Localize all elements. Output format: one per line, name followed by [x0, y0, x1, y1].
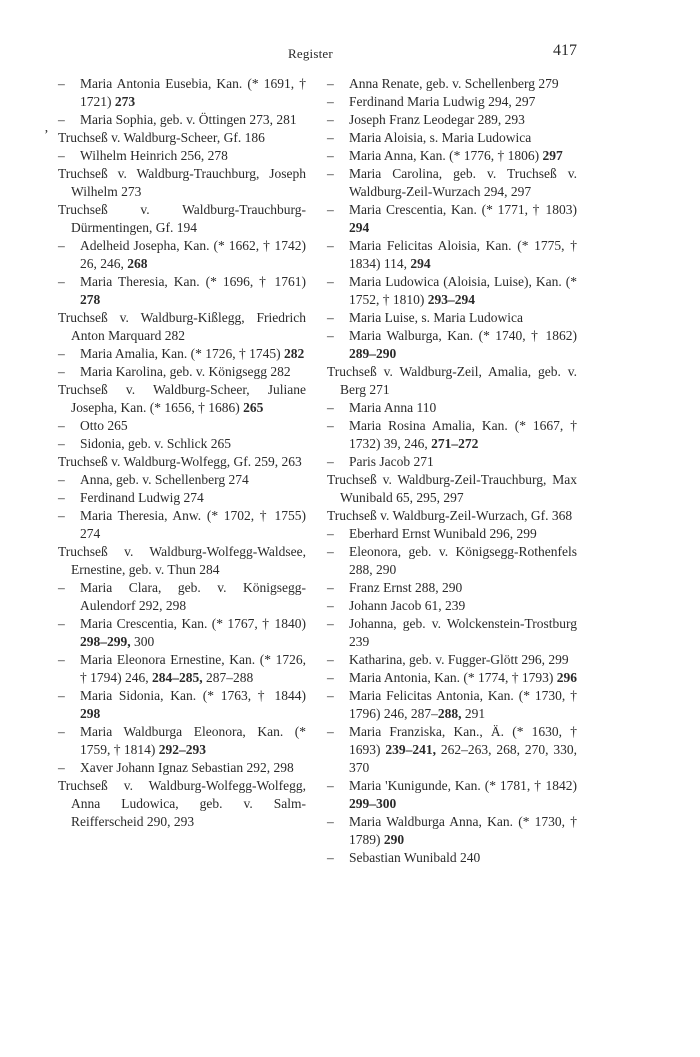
entry-text: Maria Amalia, Kan. (* 1726, † 1745) — [80, 346, 284, 361]
index-entry-main — [58, 309, 306, 345]
entry-page-ref-bold: 271–272 — [431, 436, 479, 451]
index-column-left — [58, 75, 306, 831]
entry-page-ref-bold: 294 — [349, 220, 370, 235]
entry-dash: – — [327, 598, 334, 613]
entry-dash: – — [327, 94, 334, 109]
entry-text: Maria Felicitas Aloisia, Kan. (* 1775, † 1834) 114, — [349, 238, 577, 271]
entry-text: Maria Crescentia, Kan. (* 1767, † 1840) — [80, 616, 306, 631]
index-entry-sub — [58, 759, 306, 777]
entry-page-ref-bold: 284–285, — [152, 670, 203, 685]
entry-text: Maria Antonia Eusebia, Kan. (* 1691, † 1721) — [80, 76, 306, 109]
entry-dash: – — [327, 544, 334, 559]
entry-text: Ferdinand Maria Ludwig 294, 297 — [349, 94, 536, 109]
index-entry-sub — [327, 597, 577, 615]
entry-text: Truchseß v. Waldburg-Trauchburg, Joseph Wilhelm 273 — [58, 166, 306, 199]
entry-dash: – — [58, 652, 65, 667]
index-entry-main — [58, 129, 306, 147]
index-entry-sub — [327, 723, 577, 777]
index-entry-sub — [327, 525, 577, 543]
index-entry-main — [327, 363, 577, 399]
index-entry-sub — [327, 579, 577, 597]
index-entry-sub — [327, 93, 577, 111]
entry-text: Franz Ernst 288, 290 — [349, 580, 463, 595]
index-entry-sub — [58, 579, 306, 615]
entry-page-ref-bold: 268 — [127, 256, 148, 271]
index-entry-sub — [327, 165, 577, 201]
entry-dash: – — [58, 688, 65, 703]
index-entry-sub — [327, 129, 577, 147]
entry-text: Maria Waldburga Anna, Kan. (* 1730, † 1789) — [349, 814, 577, 847]
entry-dash: – — [58, 724, 65, 739]
index-entry-sub — [327, 669, 577, 687]
entry-dash: – — [58, 580, 65, 595]
entry-text: Eberhard Ernst Wunibald 296, 299 — [349, 526, 537, 541]
entry-text: Maria Waldburga Eleonora, Kan. (* 1759, † 1814) — [80, 724, 306, 757]
index-entry-sub — [58, 75, 306, 111]
entry-page-ref-bold: 298 — [80, 706, 101, 721]
index-entry-main — [327, 507, 577, 525]
index-entry-sub — [327, 327, 577, 363]
entry-dash: – — [327, 670, 334, 685]
entry-text: Truchseß v. Waldburg-Wolfegg, Gf. 259, 263 — [58, 454, 302, 469]
running-head-title: Register — [288, 46, 333, 61]
index-entry-sub — [327, 147, 577, 165]
entry-text: Maria Franziska, Kan., Ä. (* 1630, † 1693) — [349, 724, 577, 757]
index-entry-sub — [58, 507, 306, 543]
entry-text: Joseph Franz Leodegar 289, 293 — [349, 112, 525, 127]
entry-text: Johann Jacob 61, 239 — [349, 598, 466, 613]
entry-page-ref-bold: 294 — [410, 256, 431, 271]
index-entry-sub — [327, 417, 577, 453]
entry-text: Maria Eleonora Ernestine, Kan. (* 1726, † 1794) 246, — [80, 652, 306, 685]
entry-dash: – — [327, 148, 334, 163]
index-entry-main — [58, 165, 306, 201]
entry-text: Truchseß v. Waldburg-Kißlegg, Friedrich Anton Marquard 282 — [58, 310, 306, 343]
entry-text: Truchseß v. Waldburg-Zeil-Trauchburg, Max Wunibald 65, 295, 297 — [327, 472, 577, 505]
entry-text: Truchseß v. Waldburg-Scheer, Juliane Josepha, Kan. (* 1656, † 1686) — [58, 382, 306, 415]
entry-text: Maria Walburga, Kan. (* 1740, † 1862) — [349, 328, 577, 343]
entry-text: Maria Anna, Kan. (* 1776, † 1806) — [349, 148, 543, 163]
index-entry-sub — [327, 399, 577, 417]
entry-text: Truchseß v. Waldburg-Wolfegg-Waldsee, Ernestine, geb. v. Thun 284 — [58, 544, 306, 577]
entry-text: Maria 'Kunigunde, Kan. (* 1781, † 1842) — [349, 778, 577, 793]
entry-page-ref-bold: 265 — [243, 400, 264, 415]
entry-page-ref-bold: 239–241, — [385, 742, 436, 757]
entry-text: Sebastian Wunibald 240 — [349, 850, 481, 865]
index-entry-sub — [58, 417, 306, 435]
running-head — [0, 40, 700, 64]
index-entry-sub — [58, 237, 306, 273]
entry-dash: – — [327, 724, 334, 739]
index-entry-sub — [327, 201, 577, 237]
entry-dash: – — [327, 814, 334, 829]
entry-text: Maria Carolina, geb. v. Truchseß v. Waldburg-Zeil-Wurzach 294, 297 — [349, 166, 577, 199]
index-entry-main — [58, 201, 306, 237]
index-entry-main — [58, 381, 306, 417]
index-entry-sub — [58, 435, 306, 453]
entry-text: Maria Clara, geb. v. Königsegg-Aulendorf 292, 298 — [80, 580, 306, 613]
entry-text: Truchseß v. Waldburg-Scheer, Gf. 186 — [58, 130, 265, 145]
index-entry-sub — [327, 651, 577, 669]
entry-dash: – — [58, 148, 65, 163]
entry-text: Truchseß v. Waldburg-Zeil, Amalia, geb. v. Berg 271 — [327, 364, 577, 397]
entry-page-ref-bold: 282 — [283, 346, 305, 361]
index-entry-main — [58, 777, 306, 831]
entry-text: Maria Sophia, geb. v. Öttingen 273, 281 — [80, 112, 297, 127]
index-entry-sub — [58, 489, 306, 507]
entry-page-ref-bold: 298–299, — [80, 634, 131, 649]
entry-page-ref-bold: 292–293 — [158, 742, 206, 757]
entry-text: Katharina, geb. v. Fugger-Glött 296, 299 — [349, 652, 569, 667]
index-entry-sub — [58, 111, 306, 129]
entry-text: 287–288 — [202, 670, 254, 685]
page-number: 417 — [553, 42, 577, 59]
index-entry-sub — [327, 615, 577, 651]
index-entry-sub — [58, 687, 306, 723]
entry-dash: – — [58, 76, 65, 91]
entry-page-ref-bold: 299–300 — [349, 796, 397, 811]
entry-dash: – — [327, 418, 334, 433]
entry-text: Maria Karolina, geb. v. Königsegg 282 — [80, 364, 291, 379]
index-entry-sub — [327, 273, 577, 309]
entry-text: Anna, geb. v. Schellenberg 274 — [80, 472, 249, 487]
entry-text: Maria Aloisia, s. Maria Ludowica — [349, 130, 532, 145]
entry-text: Johanna, geb. v. Wolckenstein-Trostburg 239 — [349, 616, 577, 649]
entry-text: Truchseß v. Waldburg-Zeil-Wurzach, Gf. 368 — [327, 508, 573, 523]
index-entry-main — [58, 453, 306, 471]
entry-dash: – — [327, 688, 334, 703]
entry-text: Adelheid Josepha, Kan. (* 1662, † 1742) 26, 246, — [80, 238, 306, 271]
entry-text: Maria Rosina Amalia, Kan. (* 1667, † 1732) 39, 246, — [349, 418, 577, 451]
entry-dash: – — [327, 166, 334, 181]
entry-text: Ferdinand Ludwig 274 — [80, 490, 204, 505]
entry-dash: – — [327, 400, 334, 415]
index-entry-sub — [327, 75, 577, 93]
index-entry-sub — [327, 813, 577, 849]
entry-text: 291 — [461, 706, 486, 721]
entry-dash: – — [327, 652, 334, 667]
entry-dash: – — [327, 274, 334, 289]
entry-text: 262–263, 268, 270, 330, 370 — [349, 742, 577, 775]
entry-page-ref-bold: 297 — [542, 148, 563, 163]
entry-dash: – — [327, 310, 334, 325]
entry-dash: – — [327, 778, 334, 793]
entry-text: Anna Renate, geb. v. Schellenberg 279 — [349, 76, 559, 91]
index-entry-sub — [327, 309, 577, 327]
entry-text: Maria Luise, s. Maria Ludowica — [349, 310, 523, 325]
entry-dash: – — [327, 454, 334, 469]
index-entry-sub — [327, 687, 577, 723]
entry-text: Maria Felicitas Antonia, Kan. (* 1730, † 1796) 246, 287– — [349, 688, 577, 721]
entry-text: Eleonora, geb. v. Königsegg-Rothenfels 288, 290 — [349, 544, 577, 577]
index-entry-sub — [327, 849, 577, 867]
entry-dash: – — [58, 436, 65, 451]
index-entry-sub — [327, 453, 577, 471]
index-entry-sub — [58, 615, 306, 651]
entry-dash: – — [58, 238, 65, 253]
entry-text: Maria Theresia, Anw. (* 1702, † 1755) 274 — [80, 508, 306, 541]
entry-dash: – — [327, 616, 334, 631]
index-entry-sub — [58, 471, 306, 489]
entry-dash: – — [327, 76, 334, 91]
entry-dash: – — [58, 490, 65, 505]
entry-text: Truchseß v. Waldburg-Trauchburg-Dürmentingen, Gf. 194 — [58, 202, 306, 235]
entry-dash: – — [327, 130, 334, 145]
entry-page-ref-bold: 288, — [437, 706, 462, 721]
entry-dash: – — [327, 526, 334, 541]
entry-dash: – — [58, 760, 65, 775]
entry-dash: – — [58, 112, 65, 127]
entry-page-ref-bold: 273 — [114, 94, 136, 109]
entry-text: Maria Crescentia, Kan. (* 1771, † 1803) — [349, 202, 577, 217]
entry-text: Maria Ludowica (Aloisia, Luise), Kan. (* 1752, † 1810) — [349, 274, 577, 307]
index-entry-sub — [58, 345, 306, 363]
entry-page-ref-bold: 278 — [80, 292, 101, 307]
entry-dash: – — [327, 238, 334, 253]
entry-text: Xaver Johann Ignaz Sebastian 292, 298 — [80, 760, 294, 775]
entry-page-ref-bold: 290 — [383, 832, 405, 847]
margin-mark: ’ — [44, 128, 49, 143]
index-entry-sub — [58, 723, 306, 759]
entry-page-ref-bold: 293–294 — [427, 292, 475, 307]
index-entry-sub — [327, 777, 577, 813]
index-entry-sub — [58, 363, 306, 381]
entry-page-ref-bold: 289–290 — [349, 346, 397, 361]
entry-text: Wilhelm Heinrich 256, 278 — [80, 148, 228, 163]
index-entry-sub — [327, 237, 577, 273]
entry-dash: – — [58, 346, 65, 361]
entry-text: Maria Anna 110 — [349, 400, 437, 415]
index-entry-sub — [327, 111, 577, 129]
index-column-right — [327, 75, 577, 867]
entry-dash: – — [58, 364, 65, 379]
entry-text: Maria Theresia, Kan. (* 1696, † 1761) — [80, 274, 306, 289]
entry-text: Sidonia, geb. v. Schlick 265 — [80, 436, 231, 451]
index-entry-main — [327, 471, 577, 507]
entry-text: Maria Sidonia, Kan. (* 1763, † 1844) — [80, 688, 306, 703]
entry-text: Paris Jacob 271 — [349, 454, 434, 469]
entry-dash: – — [58, 616, 65, 631]
entry-dash: – — [58, 508, 65, 523]
index-entry-sub — [58, 147, 306, 165]
entry-dash: – — [327, 850, 334, 865]
entry-dash: – — [327, 328, 334, 343]
entry-dash: – — [58, 418, 65, 433]
index-entry-sub — [327, 543, 577, 579]
entry-page-ref-bold: 296 — [556, 670, 577, 685]
entry-text: Otto 265 — [80, 418, 128, 433]
entry-text: Truchseß v. Waldburg-Wolfegg-Wolfegg, Anna Ludowica, geb. v. Salm-Reifferscheid 290, 293 — [58, 778, 306, 829]
index-entry-sub — [58, 273, 306, 309]
entry-dash: – — [327, 112, 334, 127]
index-entry-main — [58, 543, 306, 579]
entry-text: 300 — [130, 634, 155, 649]
entry-dash: – — [58, 472, 65, 487]
entry-dash: – — [327, 202, 334, 217]
entry-dash: – — [58, 274, 65, 289]
entry-dash: – — [327, 580, 334, 595]
entry-text: Maria Antonia, Kan. (* 1774, † 1793) — [349, 670, 557, 685]
index-entry-sub — [58, 651, 306, 687]
